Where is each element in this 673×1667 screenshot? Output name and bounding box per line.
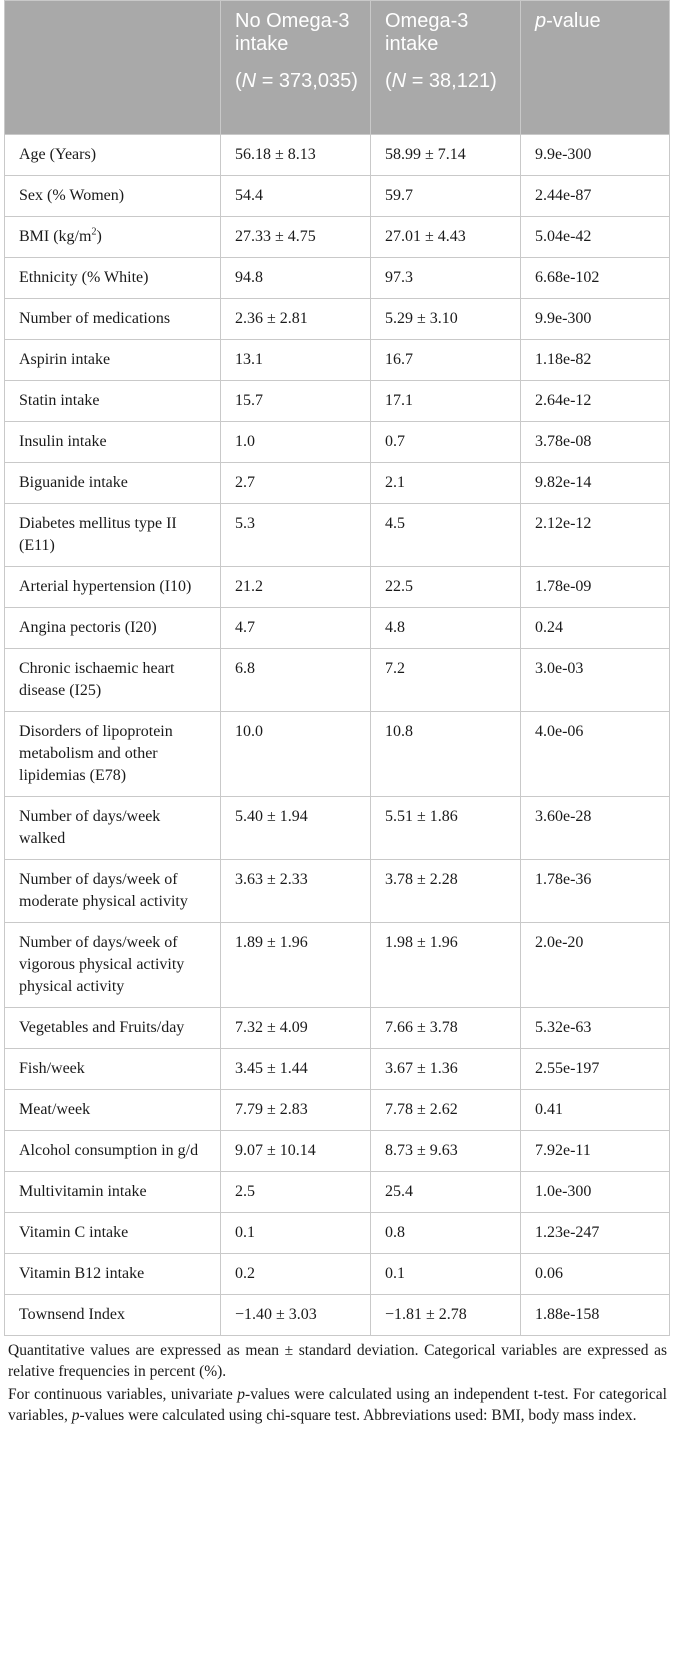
no-omega3-value: 2.36 ± 2.81	[221, 299, 371, 340]
no-omega3-value: 21.2	[221, 567, 371, 608]
p-value: 2.0e-20	[521, 923, 670, 1008]
omega3-value: 22.5	[371, 567, 521, 608]
no-omega3-value: 27.33 ± 4.75	[221, 217, 371, 258]
omega3-value: −1.81 ± 2.78	[371, 1295, 521, 1336]
table-header	[5, 1, 670, 135]
no-omega3-value: 94.8	[221, 258, 371, 299]
no-omega3-value: 7.32 ± 4.09	[221, 1008, 371, 1049]
footnote-2: For continuous variables, univariate p-values were calculated using an independent t-test. For categorical variables, p-values were calculated using chi-square test. Abbreviations used: BMI, body mass index.	[8, 1386, 667, 1424]
omega3-value: 7.78 ± 2.62	[371, 1090, 521, 1131]
p-value: 9.82e-14	[521, 463, 670, 504]
no-omega3-value: 4.7	[221, 608, 371, 649]
table-row	[5, 1008, 670, 1049]
table-row	[5, 860, 670, 923]
omega3-value: 3.78 ± 2.28	[371, 860, 521, 923]
no-omega3-value: 7.79 ± 2.83	[221, 1090, 371, 1131]
table-row	[5, 258, 670, 299]
p-value: 9.9e-300	[521, 299, 670, 340]
row-label: Disorders of lipoprotein metabolism and other lipidemias (E78)	[5, 712, 221, 797]
table-row	[5, 1213, 670, 1254]
table-row	[5, 1049, 670, 1090]
p-value: 3.60e-28	[521, 797, 670, 860]
characteristics-table	[4, 0, 670, 1336]
omega3-value: 0.7	[371, 422, 521, 463]
table-row	[5, 797, 670, 860]
table-row	[5, 1254, 670, 1295]
row-label: Number of medications	[5, 299, 221, 340]
omega3-value: 7.2	[371, 649, 521, 712]
no-omega3-value: 1.0	[221, 422, 371, 463]
omega3-value: 97.3	[371, 258, 521, 299]
header-no-omega3-title: No Omega-3 intake	[235, 10, 350, 55]
omega3-value: 2.1	[371, 463, 521, 504]
row-label: Arterial hypertension (I10)	[5, 567, 221, 608]
no-omega3-value: 2.5	[221, 1172, 371, 1213]
header-row	[5, 1, 670, 135]
table-footnotes	[4, 1336, 669, 1426]
p-value: 6.68e-102	[521, 258, 670, 299]
row-label: Age (Years)	[5, 135, 221, 176]
row-label: Meat/week	[5, 1090, 221, 1131]
omega3-value: 5.51 ± 1.86	[371, 797, 521, 860]
row-label: Townsend Index	[5, 1295, 221, 1336]
header-omega3-n: (N = 38,121)	[385, 70, 497, 92]
header-omega3-title: Omega-3 intake	[385, 10, 469, 55]
row-label: BMI $(kg/m^2)$	[5, 217, 221, 258]
table-row	[5, 504, 670, 567]
omega3-value: 4.8	[371, 608, 521, 649]
p-value: 1.18e-82	[521, 340, 670, 381]
p-value: 0.24	[521, 608, 670, 649]
p-value: 2.55e-197	[521, 1049, 670, 1090]
row-label: Vegetables and Fruits/day	[5, 1008, 221, 1049]
omega3-value: 27.01 ± 4.43	[371, 217, 521, 258]
table-row	[5, 608, 670, 649]
row-label: Number of days/week of vigorous physical activity physical activity	[5, 923, 221, 1008]
p-value: 1.88e-158	[521, 1295, 670, 1336]
row-label: Chronic ischaemic heart disease (I25)	[5, 649, 221, 712]
row-label: Angina pectoris (I20)	[5, 608, 221, 649]
p-value: 1.23e-247	[521, 1213, 670, 1254]
row-label: Diabetes mellitus type II (E11)	[5, 504, 221, 567]
table-row	[5, 1131, 670, 1172]
row-label: Alcohol consumption in g/d	[5, 1131, 221, 1172]
no-omega3-value: 2.7	[221, 463, 371, 504]
p-value: 5.04e-42	[521, 217, 670, 258]
table-row	[5, 1172, 670, 1213]
p-value: 4.0e-06	[521, 712, 670, 797]
table-row	[5, 567, 670, 608]
row-label: Fish/week	[5, 1049, 221, 1090]
p-value: 7.92e-11	[521, 1131, 670, 1172]
row-label: Ethnicity (% White)	[5, 258, 221, 299]
row-label: Vitamin C intake	[5, 1213, 221, 1254]
omega3-value: 8.73 ± 9.63	[371, 1131, 521, 1172]
table-row	[5, 463, 670, 504]
table-row	[5, 1090, 670, 1131]
p-value: 2.12e-12	[521, 504, 670, 567]
omega3-value: 0.8	[371, 1213, 521, 1254]
table-row	[5, 381, 670, 422]
no-omega3-value: 3.45 ± 1.44	[221, 1049, 371, 1090]
no-omega3-value: 13.1	[221, 340, 371, 381]
no-omega3-value: 15.7	[221, 381, 371, 422]
no-omega3-value: 0.1	[221, 1213, 371, 1254]
header-no-omega3	[221, 1, 371, 135]
no-omega3-value: 3.63 ± 2.33	[221, 860, 371, 923]
table-row	[5, 299, 670, 340]
no-omega3-value: 10.0	[221, 712, 371, 797]
table-row	[5, 135, 670, 176]
omega3-value: 7.66 ± 3.78	[371, 1008, 521, 1049]
table-row	[5, 923, 670, 1008]
p-value: 5.32e-63	[521, 1008, 670, 1049]
omega3-value: 59.7	[371, 176, 521, 217]
p-value: 3.0e-03	[521, 649, 670, 712]
p-value: 1.78e-36	[521, 860, 670, 923]
no-omega3-value: 1.89 ± 1.96	[221, 923, 371, 1008]
p-value: 0.06	[521, 1254, 670, 1295]
omega3-value: 3.67 ± 1.36	[371, 1049, 521, 1090]
p-value: 2.64e-12	[521, 381, 670, 422]
omega3-value: 5.29 ± 3.10	[371, 299, 521, 340]
row-label: Multivitamin intake	[5, 1172, 221, 1213]
table-row	[5, 340, 670, 381]
p-value: 3.78e-08	[521, 422, 670, 463]
omega3-value: 1.98 ± 1.96	[371, 923, 521, 1008]
row-label: Insulin intake	[5, 422, 221, 463]
omega3-value: 4.5	[371, 504, 521, 567]
no-omega3-value: 6.8	[221, 649, 371, 712]
header-p-value: p-value	[521, 1, 670, 135]
omega3-value: 58.99 ± 7.14	[371, 135, 521, 176]
p-value: 9.9e-300	[521, 135, 670, 176]
row-label: Number of days/week of moderate physical activity	[5, 860, 221, 923]
omega3-value: 0.1	[371, 1254, 521, 1295]
row-label: Vitamin B12 intake	[5, 1254, 221, 1295]
no-omega3-value: 5.40 ± 1.94	[221, 797, 371, 860]
row-label: Biguanide intake	[5, 463, 221, 504]
p-value: 2.44e-87	[521, 176, 670, 217]
footnote-1: Quantitative values are expressed as mean ± standard deviation. Categorical variables are expressed as relative frequencies in percent (%).	[8, 1342, 667, 1380]
table-row	[5, 649, 670, 712]
omega3-value: 17.1	[371, 381, 521, 422]
row-label: Statin intake	[5, 381, 221, 422]
no-omega3-value: 9.07 ± 10.14	[221, 1131, 371, 1172]
header-omega3	[371, 1, 521, 135]
header-no-omega3-n: (N = 373,035)	[235, 70, 358, 92]
no-omega3-value: 54.4	[221, 176, 371, 217]
row-label: Aspirin intake	[5, 340, 221, 381]
table-row	[5, 176, 670, 217]
no-omega3-value: 56.18 ± 8.13	[221, 135, 371, 176]
row-label: Sex (% Women)	[5, 176, 221, 217]
table-row	[5, 217, 670, 258]
header-empty-cell	[5, 1, 221, 135]
no-omega3-value: 0.2	[221, 1254, 371, 1295]
p-value: 1.78e-09	[521, 567, 670, 608]
table-row	[5, 1295, 670, 1336]
omega3-value: 25.4	[371, 1172, 521, 1213]
table-row	[5, 422, 670, 463]
p-value: 0.41	[521, 1090, 670, 1131]
table-row	[5, 712, 670, 797]
omega3-value: 10.8	[371, 712, 521, 797]
no-omega3-value: 5.3	[221, 504, 371, 567]
p-value: 1.0e-300	[521, 1172, 670, 1213]
table-body	[5, 135, 670, 1336]
omega3-value: 16.7	[371, 340, 521, 381]
row-label: Number of days/week walked	[5, 797, 221, 860]
no-omega3-value: −1.40 ± 3.03	[221, 1295, 371, 1336]
